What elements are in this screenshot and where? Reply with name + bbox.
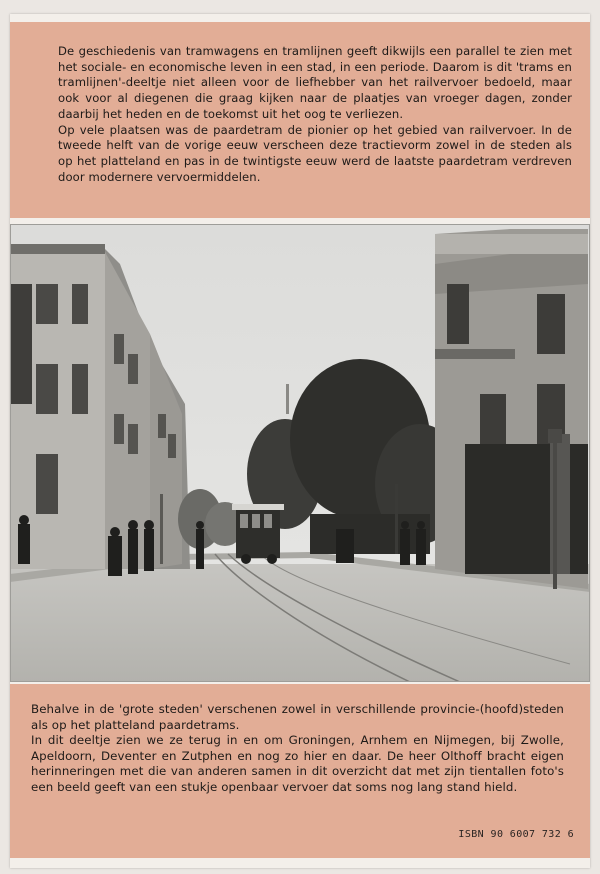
top-text-panel — [10, 22, 590, 218]
book-back-cover — [10, 14, 590, 868]
top-paragraph-2: Op vele plaatsen was de paardetram de pionier op het gebied van railvervoer. In de tweede helft van de vorige eeuw verscheen deze tractievorm zowel in de steden als op het platteland en pas in de twintigste eeuw werd de laatste paardetram verdreven door modernere vervoermiddelen. — [58, 122, 572, 184]
bottom-text-panel — [10, 684, 590, 858]
street-scene-illustration — [10, 224, 590, 682]
bottom-paragraph-2: In dit deeltje zien we ze terug in en om Groningen, Arnhem en Nijmegen, bij Zwolle, Apeldoorn, Deventer en Zutphen en nog zo hier en daar. De heer Olthoff bracht eigen herinneringen met die van anderen samen in dit overzicht dat met zijn tientallen foto's een beeld geeft van een stukje openbaar vervoer dat soms nog lang stand hield. — [31, 733, 564, 794]
top-paragraph-1: De geschiedenis van tramwagens en tramlijnen geeft dikwijls een parallel te zien met het sociale- en economische leven in een stad, in een periode. Daarom is dit 'trams en tramlijnen'-deeltje niet alleen voor de liefhebber van het railvervoer bedoeld, maar ook voor al diegenen die graag kijken naar de plaatjes van vroeger dagen, zonder daarbij het heden en de toekomst uit het oog te verliezen. — [58, 44, 572, 121]
isbn-number: ISBN 90 6007 732 6 — [458, 829, 574, 840]
historic-street-photo — [10, 224, 590, 682]
bottom-paragraph-1: Behalve in de 'grote steden' verschenen zowel in verschillende provincie-(hoofd)steden als op het platteland paardetrams. — [31, 702, 564, 732]
